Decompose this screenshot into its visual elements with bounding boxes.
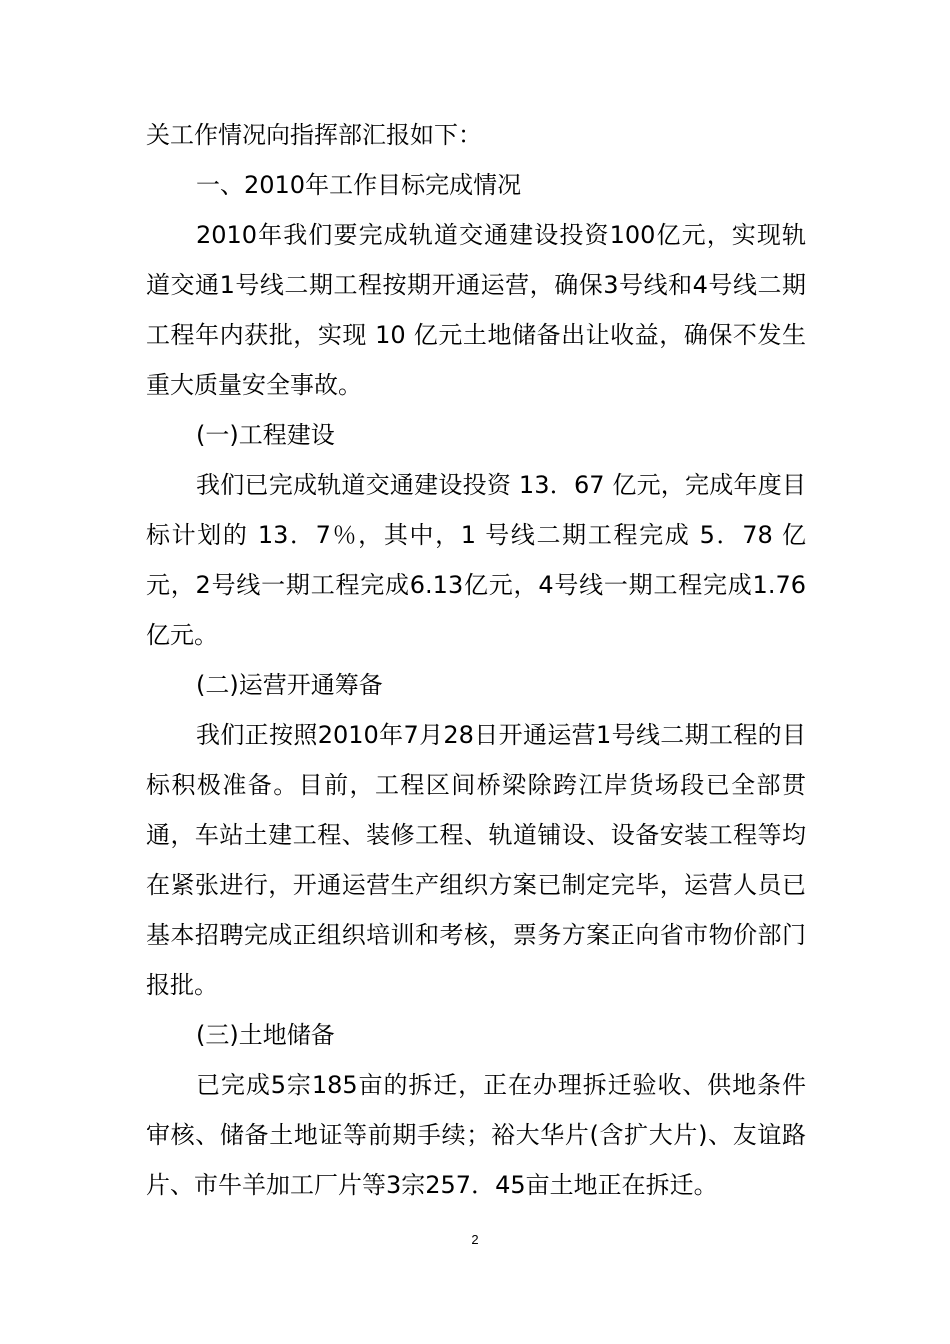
paragraph-intro: 关工作情况向指挥部汇报如下： [146, 121, 482, 149]
paragraph-engineering: 我们已完成轨道交通建设投资 13．67 亿元，完成年度目标计划的 13．7％，其中，1 号线二期工程完成 5．78 亿元，2号线一期工程完成6.13亿元，4号线一期工程完成1.76亿元。 [146, 471, 806, 649]
subheading-engineering: (一)工程建设 [196, 421, 335, 449]
section-heading-2010-goals: 一、2010年工作目标完成情况 [196, 171, 522, 199]
paragraph-land-reserve: 已完成5宗185亩的拆迁，正在办理拆迁验收、供地条件审核、储备土地证等前期手续；裕大华片(含扩大片)、友谊路片、市牛羊加工厂片等3宗257．45亩土地正在拆迁。 [146, 1071, 806, 1199]
document-body [146, 110, 806, 1210]
paragraph-operations: 我们正按照2010年7月28日开通运营1号线二期工程的目标积极准备。目前，工程区间桥梁除跨江岸货场段已全部贯通，车站土建工程、装修工程、轨道铺设、设备安装工程等均在紧张进行，开通运营生产组织方案已制定完毕，运营人员已基本招聘完成正组织培训和考核，票务方案正向省市物价部门报批。 [146, 721, 806, 999]
paragraph-2010-targets: 2010年我们要完成轨道交通建设投资100亿元，实现轨道交通1号线二期工程按期开通运营，确保3号线和4号线二期工程年内获批，实现 10 亿元土地储备出让收益，确保不发生重大质量安全事故。 [146, 221, 806, 399]
subheading-operations: (二)运营开通筹备 [196, 671, 383, 699]
subheading-land-reserve: (三)土地储备 [196, 1021, 335, 1049]
page-number: 2 [471, 1232, 479, 1247]
